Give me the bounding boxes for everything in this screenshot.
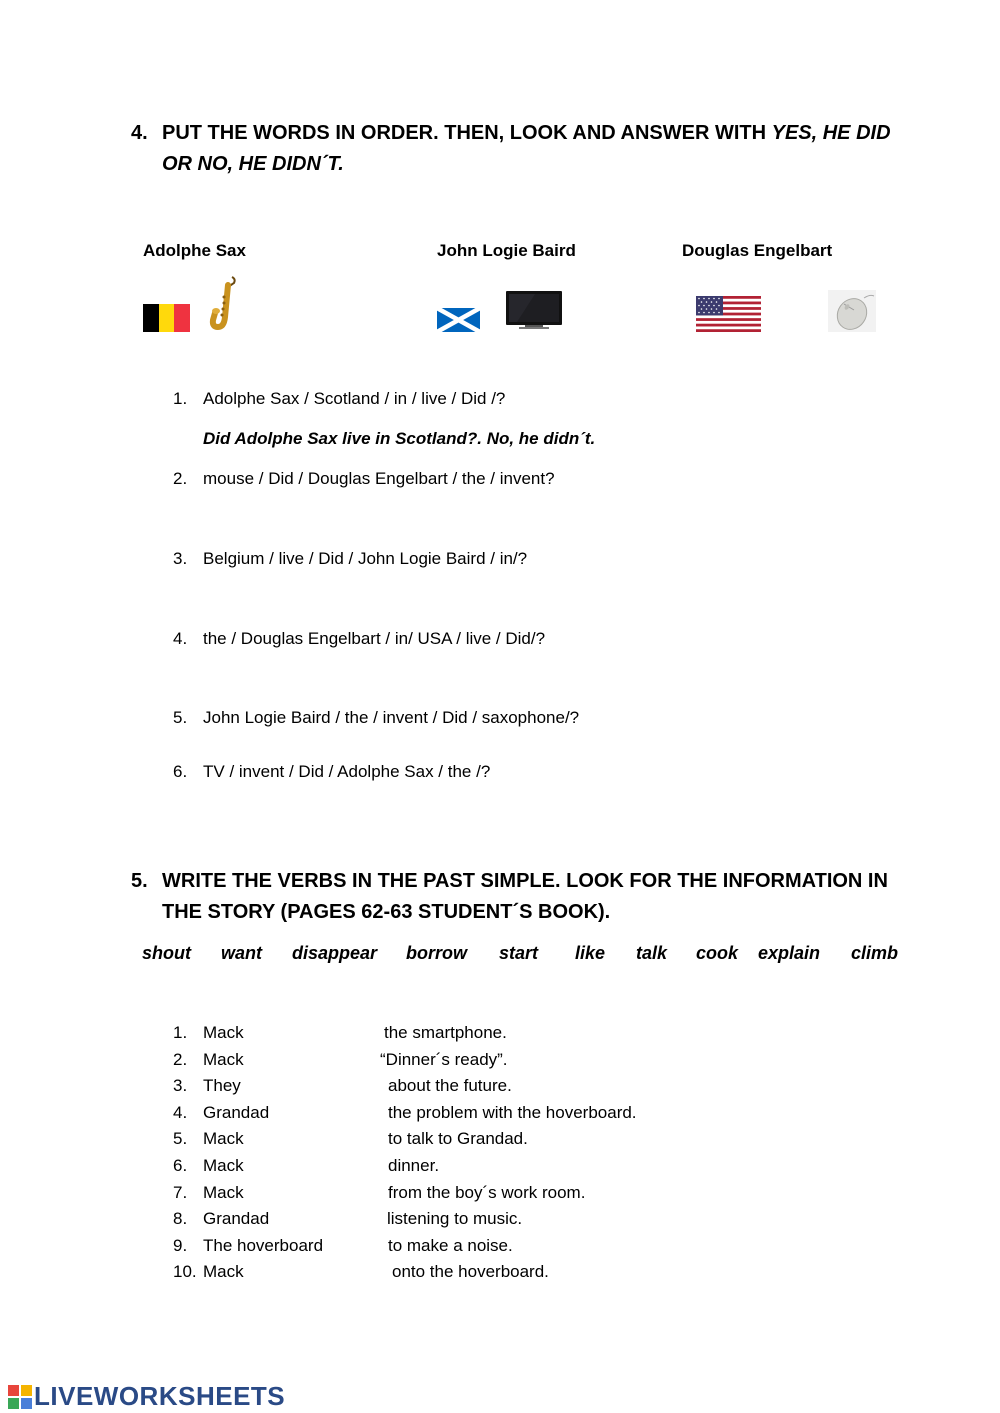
sentence-subject: Mack: [203, 1050, 244, 1069]
question-text: John Logie Baird / the / invent / Did / saxophone/?: [203, 708, 580, 727]
question-text: Belgium / live / Did / John Logie Baird / in/?: [203, 549, 528, 568]
question-item: [173, 389, 773, 413]
sentence-row: [173, 1236, 873, 1263]
sentence-number: 1.: [173, 1023, 188, 1042]
exercise-4-line-2: [162, 149, 344, 180]
verb-word: borrow: [406, 943, 467, 963]
sentence-completion: the smartphone.: [384, 1023, 507, 1042]
question-number: 5.: [173, 708, 188, 727]
sentence-completion: to make a noise.: [388, 1236, 513, 1255]
sentence-row: [173, 1103, 873, 1130]
sentence-subject: Mack: [203, 1183, 244, 1202]
sentence-number: 7.: [173, 1183, 188, 1202]
question-number: 2.: [173, 469, 188, 488]
exercise-4-heading: [131, 118, 911, 180]
exercise-5-line-2: THE STORY (PAGES 62-63 STUDENT´S BOOK).: [162, 901, 611, 923]
question-item: [173, 469, 773, 493]
question-number: 3.: [173, 549, 188, 568]
verb-word: want: [221, 943, 263, 963]
exercise-5-heading: [131, 866, 911, 928]
sentence-subject: Mack: [203, 1262, 244, 1281]
sentence-subject: Mack: [203, 1023, 244, 1042]
question-text: mouse / Did / Douglas Engelbart / the / invent?: [203, 469, 555, 488]
sentence-row: [173, 1129, 873, 1156]
sentence-completion: “Dinner´s ready”.: [380, 1050, 508, 1069]
liveworksheets-logo-text: LIVEWORKSHEETS: [34, 1381, 286, 1411]
verb-word: start: [499, 943, 539, 963]
person-name-baird: John Logie Baird: [437, 241, 576, 260]
sentence-completion: the problem with the hoverboard.: [388, 1103, 637, 1122]
exercise-4-number: 4.: [131, 122, 148, 144]
sentence-subject: They: [203, 1076, 241, 1095]
sentence-subject: Mack: [203, 1129, 244, 1148]
question-item: [173, 549, 773, 573]
sentence-number: 3.: [173, 1076, 188, 1095]
verb-word: climb: [851, 943, 899, 963]
sentence-subject: The hoverboard: [203, 1236, 324, 1255]
sentence-row: [173, 1156, 873, 1183]
sentence-number: 10.: [173, 1262, 197, 1281]
sentence-completion: onto the hoverboard.: [392, 1262, 549, 1281]
sentence-completion: dinner.: [388, 1156, 440, 1175]
exercise-4-line-1-italic: YES, HE DID: [771, 122, 891, 144]
person-name-sax: Adolphe Sax: [143, 241, 246, 260]
sentence-subject: Grandad: [203, 1209, 270, 1228]
exercise-4-line-1-text: PUT THE WORDS IN ORDER. THEN, LOOK AND ANSWER WITH: [162, 122, 772, 144]
question-text: TV / invent / Did / Adolphe Sax / the /?: [203, 762, 491, 781]
sentence-completion: from the boy´s work room.: [388, 1183, 586, 1202]
question-text: Adolphe Sax / Scotland / in / live / Did /?: [203, 389, 506, 408]
exercise-5-number: 5.: [131, 870, 148, 892]
verb-word: disappear: [292, 943, 378, 963]
belgium-flag: [143, 304, 190, 332]
sentence-completion: to talk to Grandad.: [388, 1129, 528, 1148]
verb-word: explain: [758, 943, 821, 963]
sentence-row: [173, 1262, 873, 1289]
sentence-number: 4.: [173, 1103, 188, 1122]
exercise-5-line-1: WRITE THE VERBS IN THE PAST SIMPLE. LOOK FOR THE INFORMATION IN: [162, 870, 888, 892]
sentence-row: [173, 1209, 873, 1236]
verb-word: like: [575, 943, 606, 963]
sentence-row: [173, 1023, 873, 1050]
sentence-subject: Mack: [203, 1156, 244, 1175]
exercise-4-line-1: [162, 118, 891, 149]
question-number: 6.: [173, 762, 188, 781]
sentence-row: [173, 1183, 873, 1210]
question-text: the / Douglas Engelbart / in/ USA / live / Did/?: [203, 629, 546, 648]
mouse-icon: [828, 290, 876, 332]
sentence-number: 9.: [173, 1236, 188, 1255]
question-number: 4.: [173, 629, 188, 648]
question-item: [173, 629, 773, 653]
question-number: 1.: [173, 389, 188, 408]
verb-word: talk: [636, 943, 668, 963]
sentence-number: 2.: [173, 1050, 188, 1069]
sentence-row: [173, 1050, 873, 1077]
sentence-number: 8.: [173, 1209, 188, 1228]
sentence-number: 5.: [173, 1129, 188, 1148]
question-item: [173, 708, 773, 732]
exercise-4-line-2-italic: OR NO, HE DIDN´T.: [162, 153, 344, 175]
usa-flag: [696, 296, 761, 332]
sentence-subject: Grandad: [203, 1103, 270, 1122]
example-answer: Did Adolphe Sax live in Scotland?. No, he didn´t.: [203, 429, 596, 448]
verb-word: shout: [142, 943, 191, 963]
liveworksheets-logo-mark: [8, 1385, 32, 1409]
scotland-flag: [437, 308, 480, 332]
sentence-completion: listening to music.: [387, 1209, 523, 1228]
liveworksheets-logo: [8, 1381, 298, 1411]
tv-icon: [505, 290, 563, 330]
person-name-engelbart: Douglas Engelbart: [682, 241, 833, 260]
saxophone-icon: [208, 275, 240, 335]
sentence-row: [173, 1076, 873, 1103]
question-item: [173, 762, 773, 786]
sentence-completion: about the future.: [388, 1076, 512, 1095]
verb-word: cook: [696, 943, 739, 963]
sentence-number: 6.: [173, 1156, 188, 1175]
